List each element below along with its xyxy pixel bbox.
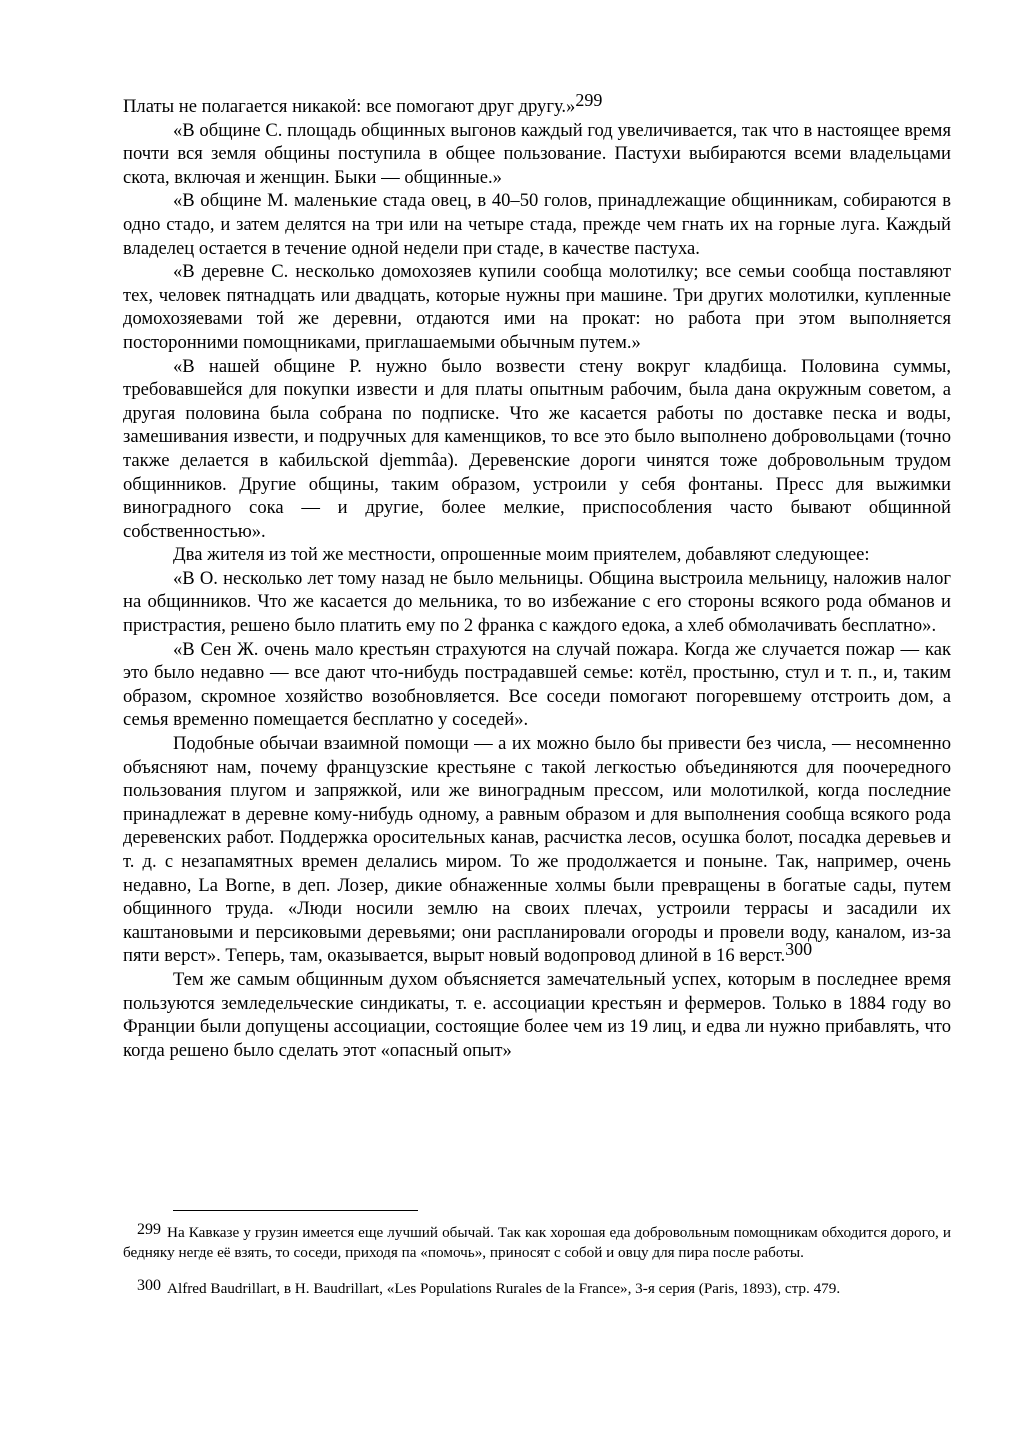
paragraph: «В О. несколько лет тому назад не было мельницы. Община выстроила мельницу, наложив налог на общинников. Что же касается до мельника, то во избежание с его стороны всякого рода обманов и пристрастия, решено было платить ему по 2 франка с каждого едока, а хлеб обмолачивать бесплатно». [123,567,951,637]
footnote-number: 299 [137,1221,161,1238]
footnote-number: 300 [137,1277,161,1294]
paragraph: «В нашей общине Р. нужно было возвести стену вокруг кладбища. Половина суммы, требовавшейся для покупки извести и для платы опытным рабочим, была дана окружным советом, а другая половина была собрана по подписке. Что же касается работы по доставке песка и воды, замешивания извести, и подручных для каменщиков, то все это было выполнено добровольцами (точно также делается в кабильской djemmâa). Деревенские дороги чинятся тоже добровольным трудом общинников. Другие общины, таким образом, устроили у себя фонтаны. Пресс для выжимки виноградного сока — и другие, более мелкие, приспособления часто бывают общинной собственностью». [123,355,951,542]
page-body [123,90,951,1062]
paragraph [123,90,951,119]
footnote-reference-299[interactable]: 299 [575,90,603,110]
paragraph-text: Подобные обычаи взаимной помощи — а их можно было бы привести без числа, — несомненно объясняют нам, почему французские крестьяне с такой легкостью объединяются для поочередного пользования плугом и запряжкой, или же виноградным прессом, или молотилкой, когда последние принадлежат в деревне кому-нибудь одному, а равным образом и для выполнения сообща всякого рода деревенских работ. Поддержка оросительных канав, расчистка лесов, осушка болот, посадка деревьев и т. д. с незапамятных времен делались миром. То же продолжается и поныне. Так, например, очень недавно, La Borne, в деп. Лозер, дикие обнаженные холмы были превращены в богатые сады, путем общинного труда. «Люди носили землю на своих плечах, устроили террасы и засадили их каштановыми и персиковыми деревьями; они распланировали огороды и провели воду, каналом, из-за пяти верст». Теперь, там, оказывается, вырыт новый водопровод длиной в 16 верст. [123,733,951,967]
paragraph: «В общине С. площадь общинных выгонов каждый год увеличивается, так что в настоящее время почти вся земля общины поступила в общее пользование. Пастухи выбираются всеми владельцами скота, включая и женщин. Быки — общинные.» [123,119,951,188]
footnotes [123,1220,951,1312]
paragraph [123,732,951,968]
footnote-text: На Кавказе у грузин имеется еще лучший обычай. Так как хорошая еда добровольным помощникам обходится дорого, и бедняку негде её взять, то соседи, приходя па «помочь», приносят с собой и овцу для пира после работы. [123,1224,951,1261]
footnote-299 [123,1220,951,1263]
main-text [123,90,951,1062]
paragraph: Тем же самым общинным духом объясняется замечательный успех, которым в последнее время пользуются земледельческие синдикаты, т. е. ассоциации крестьян и фермеров. Только в 1884 году во Франции были допущены ассоциации, состоящие более чем из 19 лиц, и едва ли нужно прибавлять, что когда решено было сделать этот «опасный опыт» [123,968,951,1061]
paragraph-text: Платы не полагается никакой: все помогают друг другу.» [123,96,576,117]
paragraph: «В деревне С. несколько домохозяев купили сообща молотилку; все семьи сообща поставляют тех, человек пятнадцать или двадцать, которые нужны при машине. Три других молотилки, купленные домохозяевами той же деревни, отдаются ими на прокат: но работа при этом выполняется посторонними помощниками, приглашаемыми обычным путем.» [123,261,951,353]
footnote-text: Alfred Baudrillart, в H. Baudrillart, «Les Populations Rurales de la France», 3-я серия (Paris, 1893), стр. 479. [167,1280,841,1297]
paragraph: «В общине М. маленькие стада овец, в 40–50 голов, принадлежащие общинникам, собираются в одно стадо, и затем делятся на три или на четыре стада, прежде чем гнать их на горные луга. Каждый владелец остается в течение одной недели при стаде, в качестве пастуха. [123,190,951,259]
footnote-300 [123,1276,951,1299]
paragraph: Два жителя из той же местности, опрошенные моим приятелем, добавляют следующее: [173,544,870,566]
footnote-reference-300[interactable]: 300 [785,939,813,960]
footnote-separator [173,1210,418,1211]
paragraph: «В Сен Ж. очень мало крестьян страхуются на случай пожара. Когда же случается пожар — как это было недавно — все дают что-нибудь пострадавшей семье: котёл, простыню, стул и т. п., и, таким образом, скромное хозяйство возобновляется. Все соседи помогают погоревшему отстроить дом, а семья временно помещается бесплатно у соседей». [123,638,951,731]
